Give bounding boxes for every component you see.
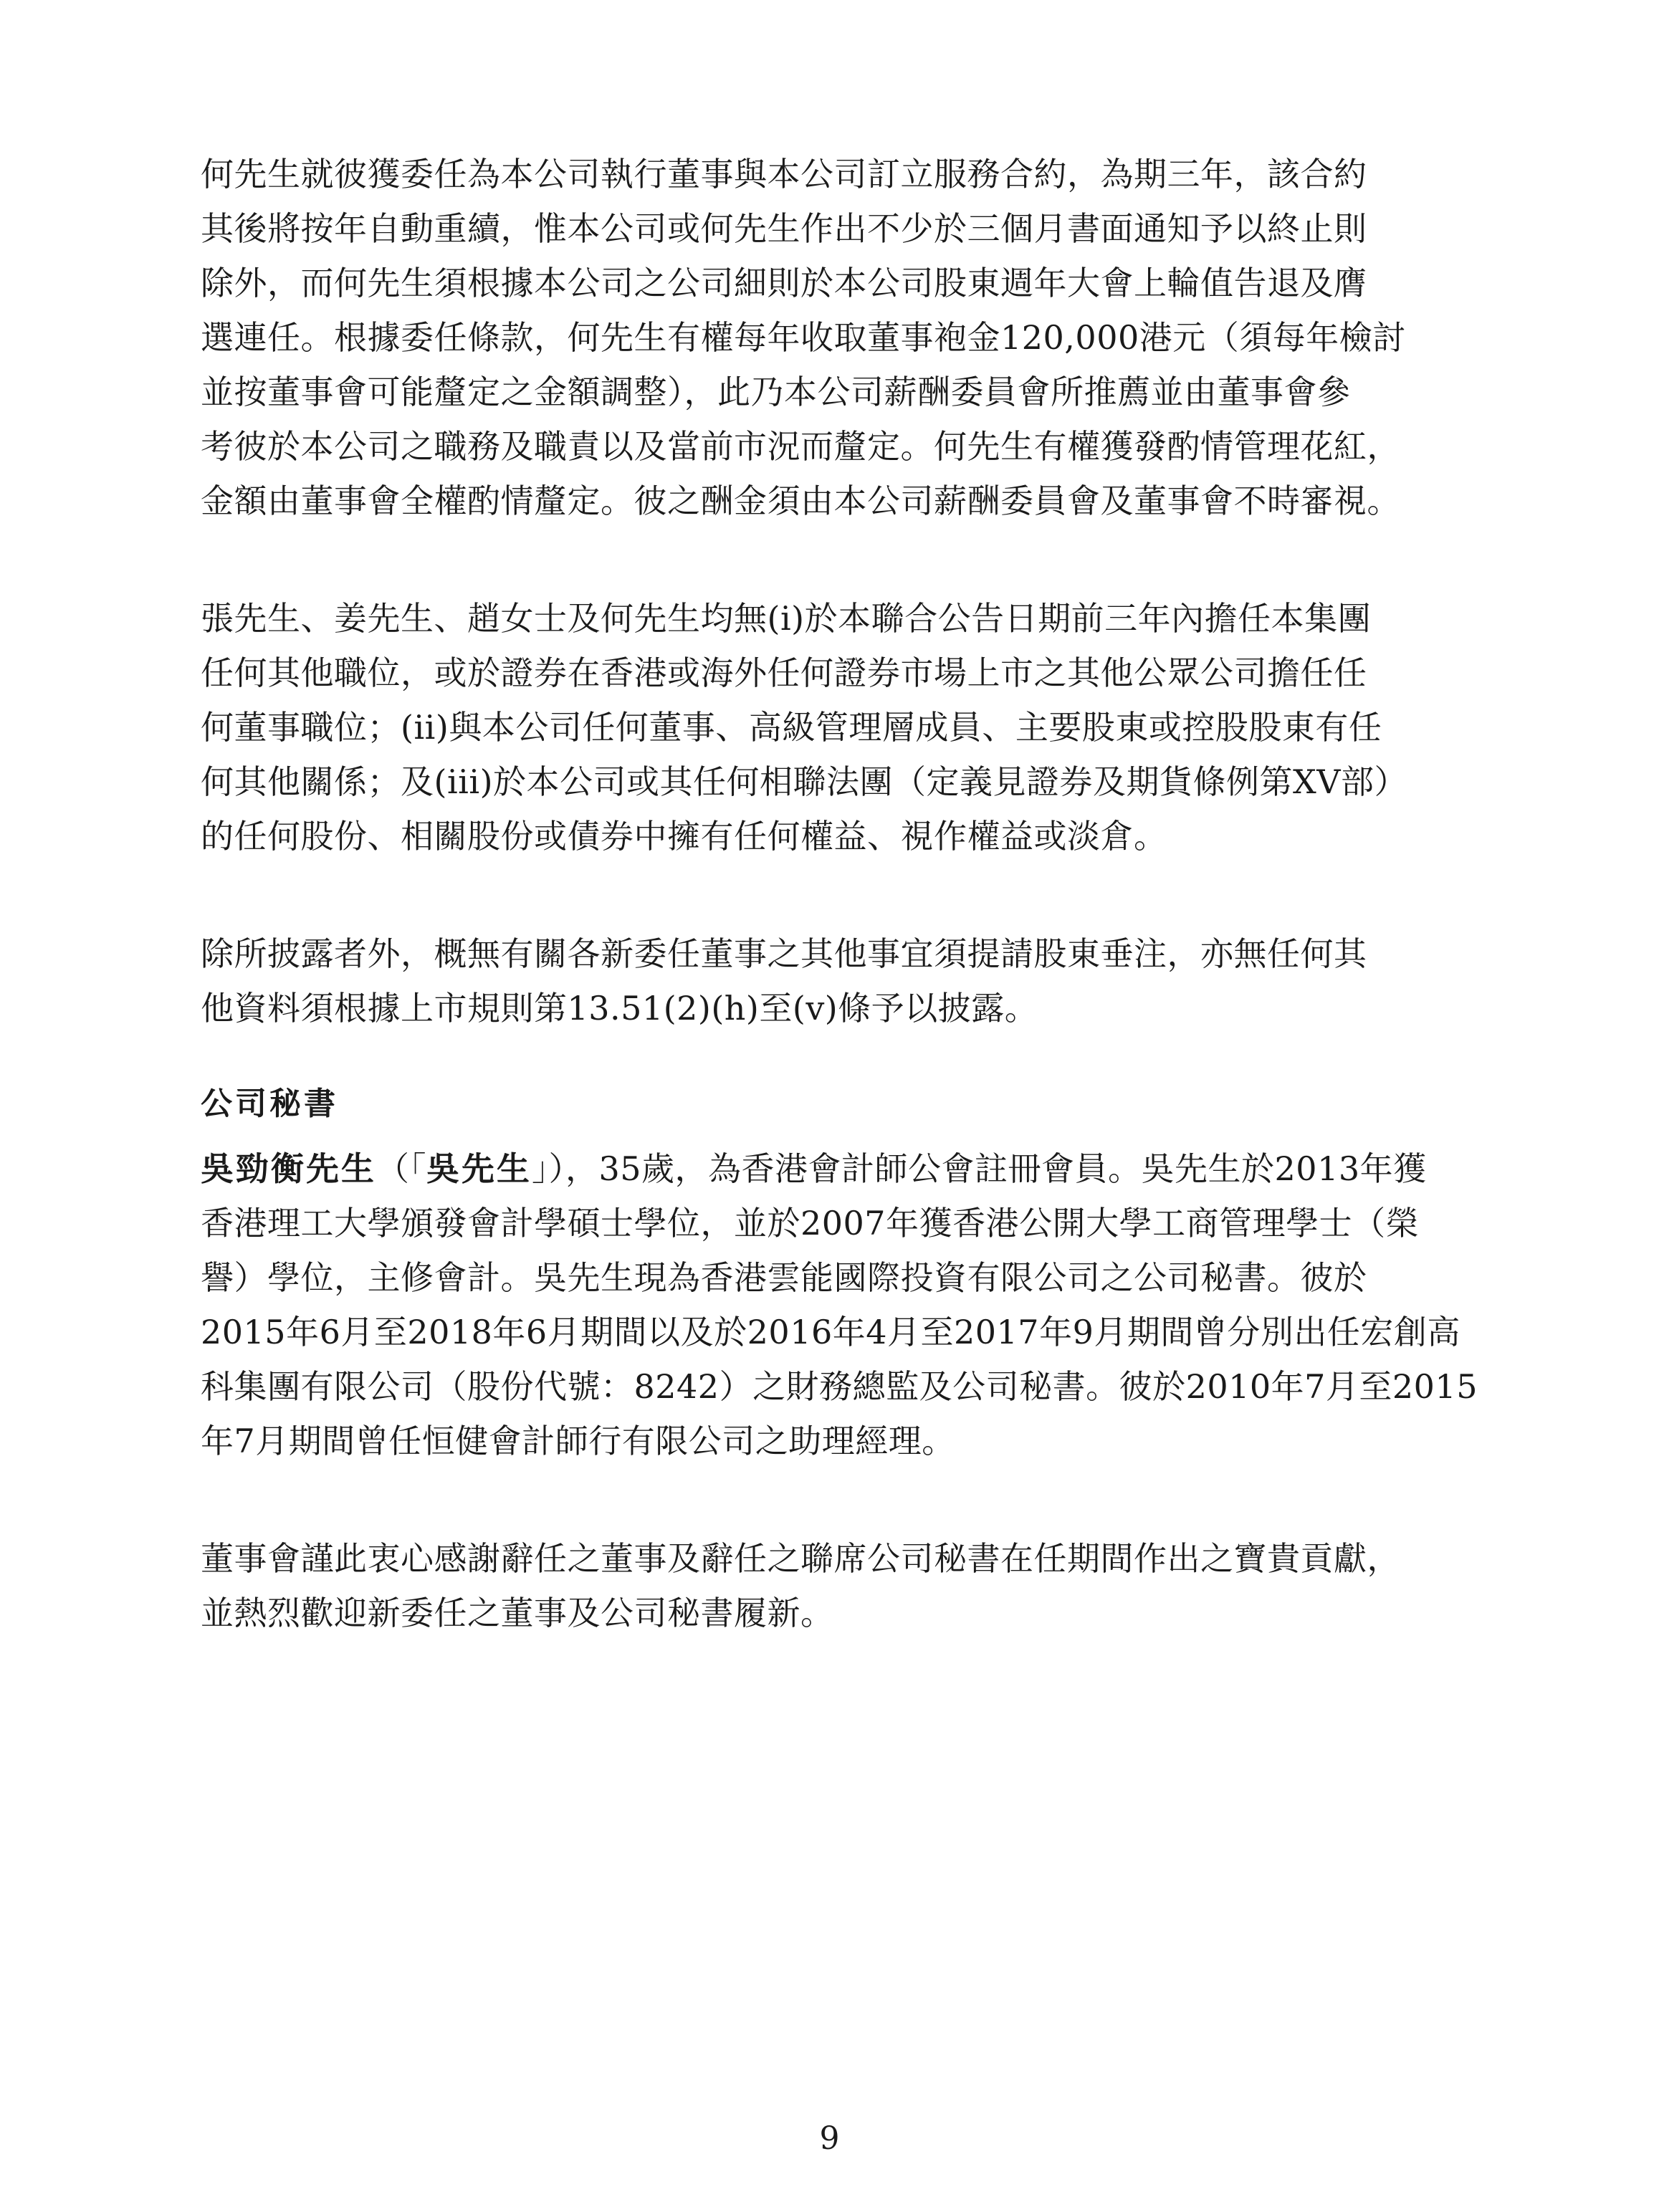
text-line: 年7月期間曾任恒健會計師行有限公司之助理經理。 [201,1422,955,1460]
text-line: 香港理工大學頒發會計學碩士學位，並於2007年獲香港公開大學工商管理學士（榮 [201,1204,1420,1243]
section-heading-company-secretary: 公司秘書 [201,1086,338,1122]
text-line: 他資料須根據上市規則第13.51(2)(h)至(v)條予以披露。 [201,989,1038,1028]
page-content [201,147,1483,1640]
text-line: 金額由董事會全權酌情釐定。彼之酬金須由本公司薪酬委員會及董事會不時審視。 [201,482,1400,520]
text-line: 張先生、姜先生、趙女士及何先生均無(i)於本聯合公告日期前三年內擔任本集團 [201,599,1372,638]
text-line: 的任何股份、相關股份或債券中擁有任何權益、視作權益或淡倉。 [201,817,1167,856]
paragraph-no-interests [201,591,1483,863]
text-line: 選連任。根據委任條款，何先生有權每年收取董事袍金120,000港元（須每年檢討 [201,318,1406,357]
paragraph-secretary-bio [201,1141,1483,1468]
text-line: 除所披露者外，概無有關各新委任董事之其他事宜須提請股東垂注，亦無任何其 [201,934,1367,973]
paragraph-service-contract [201,147,1483,528]
text-line: 董事會謹此衷心感謝辭任之董事及辭任之聯席公司秘書在任期間作出之寶貴貢獻， [201,1539,1400,1578]
text-line: 何董事職位；(ii)與本公司任何董事、高級管理層成員、主要股東或控股股東有任 [201,708,1382,747]
paragraph-thanks [201,1531,1483,1640]
page-number: 9 [819,2120,840,2157]
paragraph-spacer [201,1468,1483,1531]
text-line [201,1141,1483,1196]
first-line-rest: 」），35歲，為香港會計師公會註冊會員。吳先生於2013年獲 [532,1149,1427,1188]
secretary-alias: 吳先生 [426,1149,532,1188]
open-paren: （「 [376,1149,426,1188]
text-line: 其後將按年自動重續，惟本公司或何先生作出不少於三個月書面通知予以終止則 [201,209,1367,248]
text-line: 科集團有限公司（股份代號：8242）之財務總監及公司秘書。彼於2010年7月至2015 [201,1367,1478,1406]
text-line: 除外，而何先生須根據本公司之公司細則於本公司股東週年大會上輪值告退及膺 [201,264,1367,302]
text-line: 任何其他職位，或於證券在香港或海外任何證券市場上市之其他公眾公司擔任任 [201,653,1367,692]
text-line: 並按董事會可能釐定之金額調整），此乃本公司薪酬委員會所推薦並由董事會參 [201,373,1351,411]
paragraph-disclosure [201,927,1483,1035]
text-line: 2015年6月至2018年6月期間以及於2016年4月至2017年9月期間曾分別出任宏創高 [201,1313,1460,1351]
section-spacer [201,1131,1483,1141]
text-line: 何先生就彼獲委任為本公司執行董事與本公司訂立服務合約，為期三年，該合約 [201,155,1367,193]
text-line: 考彼於本公司之職務及職責以及當前市況而釐定。何先生有權獲發酌情管理花紅， [201,427,1400,466]
text-line: 並熱烈歡迎新委任之董事及公司秘書履新。 [201,1594,834,1632]
secretary-name: 吳勁衡先生 [201,1149,376,1188]
text-line: 何其他關係；及(iii)於本公司或其任何相聯法團（定義見證券及期貨條例第XV部） [201,762,1407,801]
section-spacer [201,1035,1483,1077]
paragraph-spacer [201,863,1483,927]
paragraph-spacer [201,528,1483,591]
text-line: 譽）學位，主修會計。吳先生現為香港雲能國際投資有限公司之公司秘書。彼於 [201,1258,1367,1297]
